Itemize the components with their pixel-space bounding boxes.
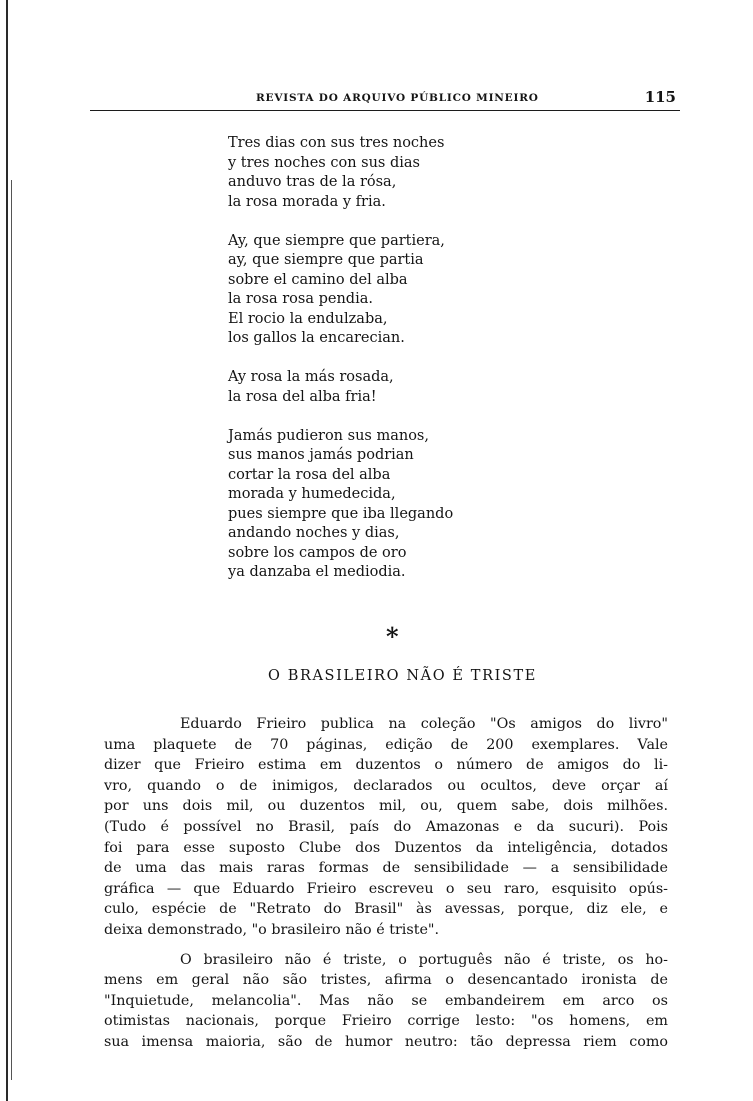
paragraph bbox=[104, 714, 668, 941]
text-line: deixa demonstrado, "o brasileiro não é triste". bbox=[104, 921, 440, 938]
text-line: otimistas nacionais, porque Frieiro corrige lesto: "os homens, em bbox=[104, 1013, 668, 1030]
text-line: uma plaquete de 70 páginas, edição de 200 exemplares. Vale bbox=[104, 736, 668, 753]
text-line: vro, quando o de inimigos, declarados ou ocultos, deve orçar aí bbox=[104, 777, 668, 794]
page-header bbox=[90, 88, 680, 110]
poem-verse: ay, que siempre que partia bbox=[228, 252, 424, 268]
running-title: REVISTA DO ARQUIVO PÚBLICO MINEIRO bbox=[256, 92, 539, 104]
poem-verse: Ay rosa la más rosada, bbox=[228, 369, 394, 385]
poem-verse: morada y humedecida, bbox=[228, 486, 396, 502]
poem-stanza bbox=[228, 232, 528, 349]
poem bbox=[228, 134, 528, 602]
section-title: O BRASILEIRO NÃO É TRISTE bbox=[268, 668, 537, 684]
text-line: sua imensa maioria, são de humor neutro: tão depressa riem como bbox=[104, 1033, 668, 1050]
poem-verse: anduvo tras de la rósa, bbox=[228, 174, 397, 190]
text-line: gráfica — que Eduardo Frieiro escreveu o seu raro, esquisito opús- bbox=[104, 880, 668, 897]
poem-verse: la rosa del alba fria! bbox=[228, 388, 377, 405]
poem-verse: sobre los campos de oro bbox=[228, 544, 407, 561]
poem-verse: Ay, que siempre que partiera, bbox=[228, 232, 445, 249]
poem-verse: los gallos la encarecian. bbox=[228, 330, 405, 346]
text-line: culo, espécie de "Retrato do Brasil" às avessas, porque, diz ele, e bbox=[104, 901, 668, 918]
poem-verse: ya danzaba el mediodia. bbox=[228, 564, 406, 580]
section-separator-asterisk: * bbox=[386, 622, 399, 651]
text-line: "Inquietude, melancolia". Mas não se embandeirem em arco os bbox=[104, 992, 668, 1009]
poem-verse: Tres dias con sus tres noches bbox=[228, 135, 445, 151]
poem-verse: cortar la rosa del alba bbox=[228, 466, 391, 483]
article-body bbox=[104, 714, 668, 1053]
text-line: Eduardo Frieiro publica na coleção "Os amigos do livro" bbox=[180, 716, 668, 732]
text-line: mens em geral não são tristes, afirma o desencantado ironista de bbox=[104, 972, 668, 989]
poem-stanza bbox=[228, 134, 528, 212]
text-line: foi para esse suposto Clube dos Duzentos da inteligência, dotados bbox=[104, 839, 668, 856]
poem-verse: la rosa morada y fria. bbox=[228, 193, 386, 210]
header-rule bbox=[90, 110, 680, 111]
page-number: 115 bbox=[644, 88, 676, 106]
poem-verse: andando noches y dias, bbox=[228, 525, 400, 541]
page-left-edge bbox=[6, 0, 8, 1101]
poem-stanza bbox=[228, 368, 528, 407]
poem-verse: sobre el camino del alba bbox=[228, 271, 408, 288]
text-line: dizer que Frieiro estima em duzentos o número de amigos do li- bbox=[104, 757, 668, 774]
poem-verse: la rosa rosa pendia. bbox=[228, 291, 373, 307]
text-line: de uma das mais raras formas de sensibilidade — a sensibilidade bbox=[104, 860, 668, 877]
paragraph bbox=[104, 950, 668, 1053]
poem-verse: El rocio la endulzaba, bbox=[228, 310, 388, 327]
poem-verse: Jamás pudieron sus manos, bbox=[228, 427, 429, 444]
poem-verse: y tres noches con sus dias bbox=[228, 154, 420, 171]
text-line: (Tudo é possível no Brasil, país do Amazonas e da sucuri). Pois bbox=[104, 818, 668, 835]
poem-verse: pues siempre que iba llegando bbox=[228, 505, 454, 522]
page-left-edge-shadow bbox=[11, 180, 12, 1080]
text-line: O brasileiro não é triste, o português não é triste, os ho- bbox=[180, 951, 668, 968]
text-line: por uns dois mil, ou duzentos mil, ou, quem sabe, dois milhões. bbox=[104, 798, 668, 815]
poem-stanza bbox=[228, 427, 528, 583]
poem-verse: sus manos jamás podrian bbox=[228, 447, 414, 463]
